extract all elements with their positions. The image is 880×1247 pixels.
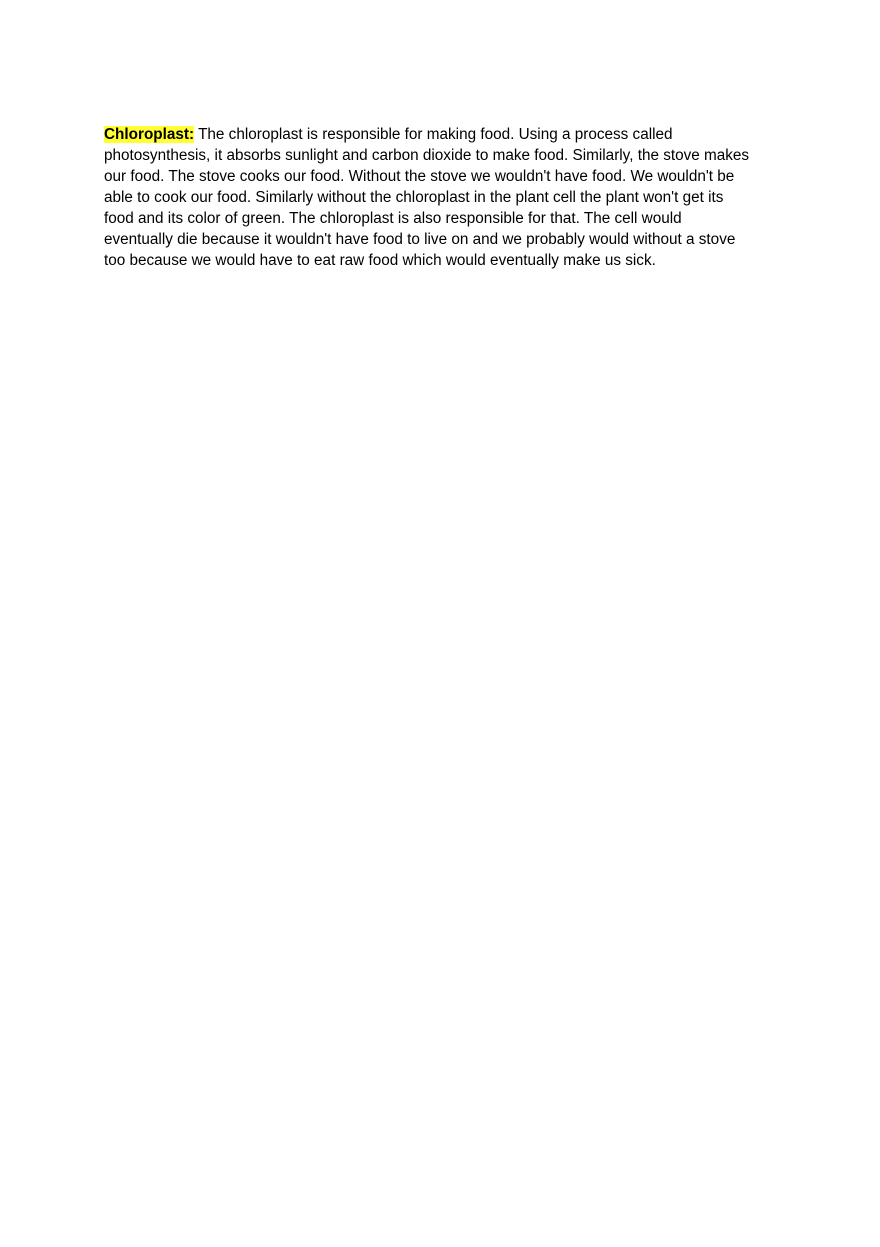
paragraph-line-4: able to cook our food. Similarly without the chloroplast in the plant cell the plant won't get its	[104, 189, 724, 206]
paragraph-line-3: our food. The stove cooks our food. Without the stove we wouldn't have food. We wouldn't be	[104, 168, 735, 185]
paragraph-line-5: food and its color of green. The chloroplast is also responsible for that. The cell would	[104, 210, 682, 227]
paragraph-text: The chloroplast is responsible for making food. Using a process called	[194, 126, 673, 143]
paragraph-line-1	[104, 124, 784, 145]
paragraph-line-6: eventually die because it wouldn't have food to live on and we probably would without a stove	[104, 231, 736, 248]
chloroplast-paragraph	[104, 124, 784, 271]
paragraph-line-2: photosynthesis, it absorbs sunlight and carbon dioxide to make food. Similarly, the stove makes	[104, 147, 750, 164]
paragraph-line-7: too because we would have to eat raw food which would eventually make us sick.	[104, 252, 656, 269]
highlighted-term: Chloroplast:	[104, 126, 195, 143]
